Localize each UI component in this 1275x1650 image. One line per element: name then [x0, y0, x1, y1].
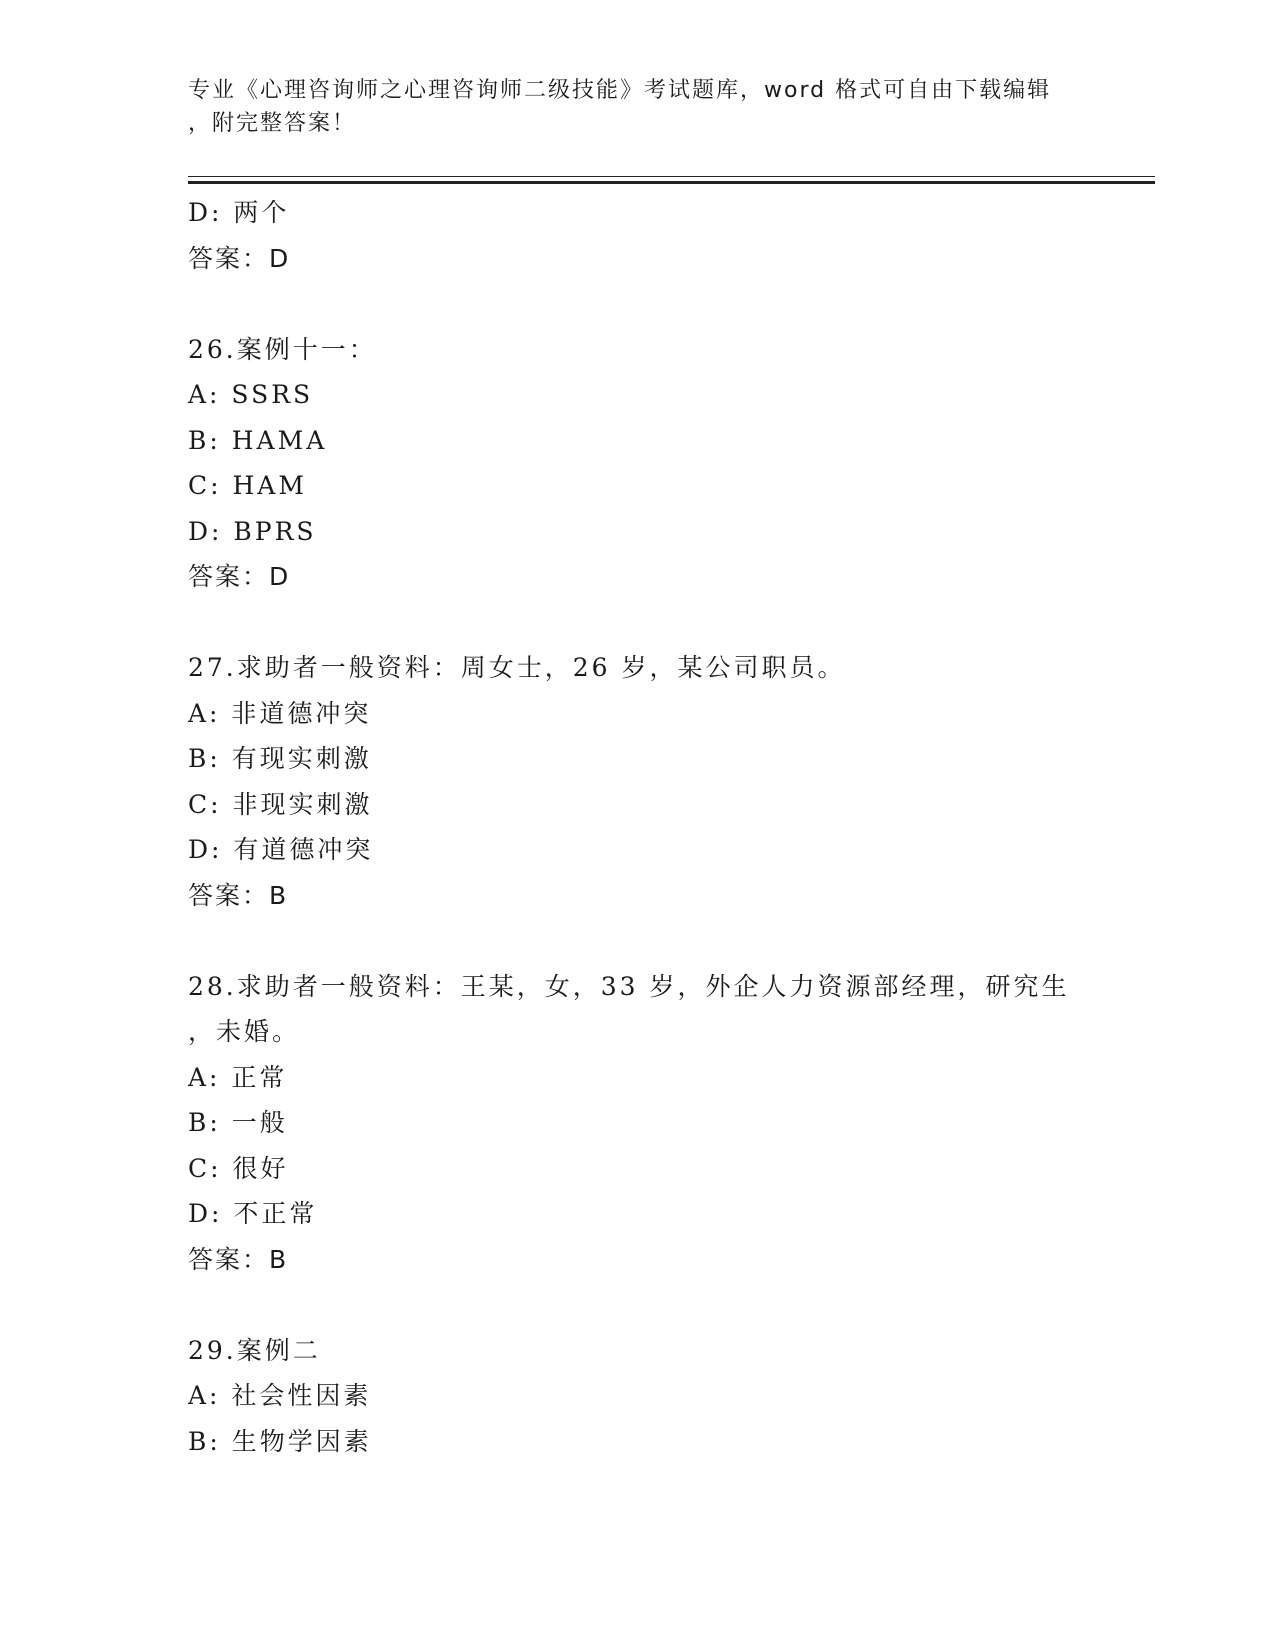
answer-text: 答案：D [188, 562, 291, 591]
question-stem: 27.求助者一般资料：周女士，26 岁，某公司职员。 [188, 653, 846, 682]
question-stem: 29.案例二 [188, 1335, 321, 1365]
spacer [188, 918, 1148, 964]
header-line-1: 专业《心理咨询师之心理咨询师二级技能》考试题库，word 格式可自由下载编辑 [188, 78, 1052, 103]
question-stem: 26.案例十一： [188, 334, 377, 364]
header-line-2: ，附完整答案！ [188, 111, 357, 136]
option-a: A: 社会性因素 [188, 1381, 372, 1410]
option-d: D: 不正常 [188, 1199, 318, 1228]
question-29 [188, 1328, 1148, 1465]
question-stem: 28.求助者一般资料：王某，女，33 岁，外企人力资源部经理，研究生 [188, 971, 1070, 1001]
option-c: C: HAM [188, 471, 307, 500]
option-d: D: BPRS [188, 516, 317, 546]
question-26 [188, 327, 1148, 600]
spacer [188, 600, 1148, 646]
option-a: A: SSRS [188, 380, 314, 409]
header-divider-thin [188, 176, 1155, 177]
answer-text: 答案：D [188, 243, 291, 273]
question-27 [188, 645, 1148, 918]
answer-text: 答案：B [188, 880, 289, 910]
option-d: D: 两个 [188, 198, 290, 227]
spacer [188, 281, 1148, 327]
answer-text: 答案：B [188, 1244, 289, 1274]
question-28 [188, 964, 1148, 1283]
option-b: B: 有现实刺激 [188, 744, 372, 773]
option-d: D: 有道德冲突 [188, 835, 374, 864]
option-c: C: 非现实刺激 [188, 789, 373, 819]
spacer [188, 1282, 1148, 1328]
option-c: C: 很好 [188, 1153, 289, 1183]
option-b: B: 生物学因素 [188, 1426, 372, 1456]
option-a: A: 正常 [188, 1062, 288, 1092]
question-stem-continued: ，未婚。 [188, 1017, 301, 1046]
option-b: B: HAMA [188, 425, 328, 455]
question-list [188, 190, 1148, 1464]
option-a: A: 非道德冲突 [188, 698, 372, 728]
document-header [188, 74, 1088, 140]
previous-question-tail [188, 190, 1148, 281]
header-divider-thick [188, 181, 1155, 184]
option-b: B: 一般 [188, 1108, 288, 1137]
